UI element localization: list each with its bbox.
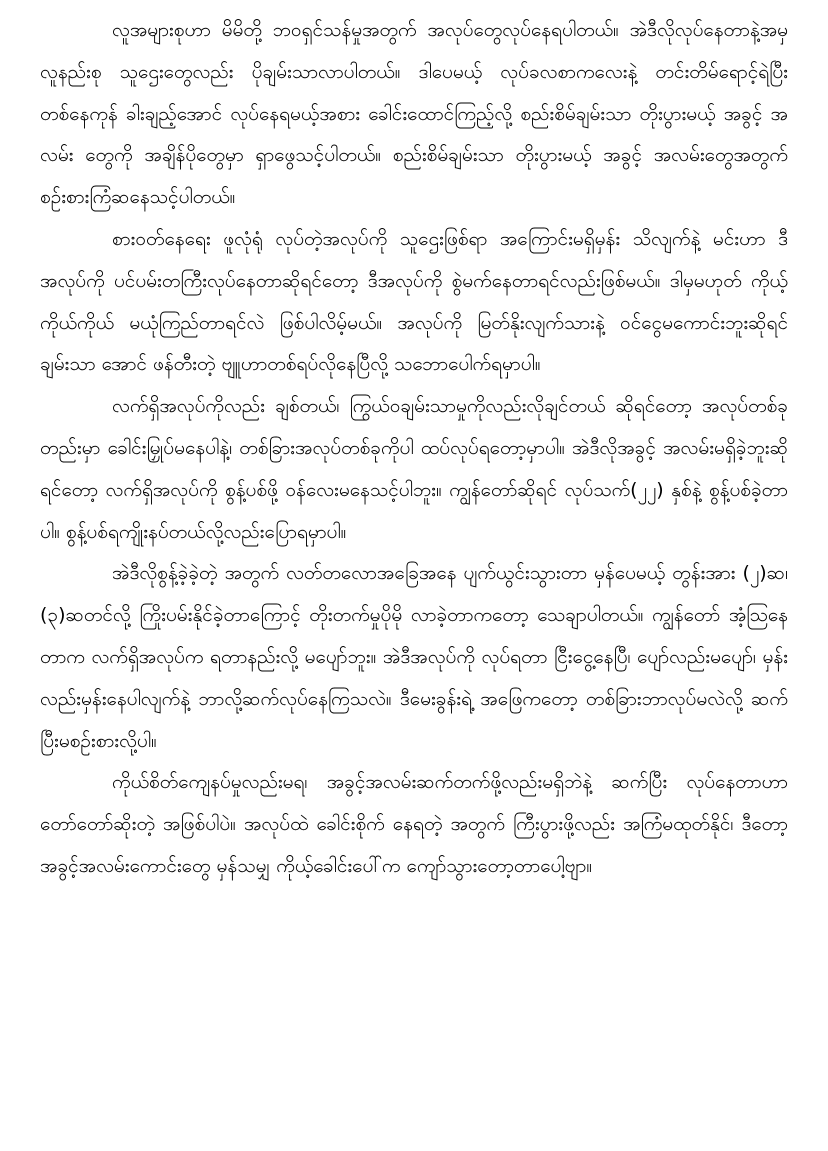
paragraph-1: လူအများစုဟာ မိမိတို့ ဘဝရှင်သန်မှုအတွက် အလုပ်တွေလုပ်နေရပါတယ်။ အဲဒီလိုလုပ်နေတာနဲ့အမှ လူနည်းစု သူဌေးတွေလည်း ပိုချမ်းသာလာပါတယ်။ ဒါပေမယ့် လုပ်ခလစာကလေးနဲ့ တင်းတိမ်ရောင့်ရဲပြီး တစ်နေကုန် ခါးချည့်အောင် လုပ်နေရမယ့်အစား ခေါင်းထောင်ကြည့်လို့ စည်းစိမ်ချမ်းသာ တိုးပွားမယ့် အခွင့် အလမ်း တွေကို အချိန်ပိုတွေမှာ ရှာဖွေသင့်ပါတယ်။ စည်းစိမ်ချမ်းသာ တိုးပွားမယ့် အခွင့် အလမ်းတွေအတွက် စဉ်းစားကြံဆနေသင့်ပါတယ်။ (40, 19, 788, 209)
paragraph-2: စားဝတ်နေရေး ဖူလုံရုံ လုပ်တဲ့အလုပ်ကို သူဌေးဖြစ်ရာ အကြောင်းမရှိမှန်း သိလျက်နဲ့ မင်းဟာ ဒီအလုပ်ကို ပင်ပမ်းတကြီးလုပ်နေတာဆိုရင်တော့ ဒီအလုပ်ကို စွဲမက်နေတာရင်လည်းဖြစ်မယ်။ ဒါမှမဟုတ် ကိုယ့်ကိုယ်ကိုယ် မယုံကြည်တာရင်လဲ ဖြစ်ပါလိမ့်မယ်။ အလုပ်ကို မြတ်နိုးလျက်သားနဲ့ ဝင်ငွေမကောင်းဘူးဆိုရင် ချမ်းသာ အောင် ဖန်တီးတဲ့ ဗျူဟာတစ်ရပ်လိုနေပြီလို့ သဘောပေါက်ရမှာပါ။ (40, 227, 788, 376)
paragraph-4: အဲဒီလိုစွန့်ခဲ့ခဲ့တဲ့ အတွက် လတ်တလောအခြေအနေ ပျက်ယွင်းသွားတာ မှန်ပေမယ့် တွန်းအား (၂)ဆ၊ (၃)ဆတင်လို့ ကြိုးပမ်းနိုင်ခဲ့တာကြောင့် တိုးတက်မှုပိုမို လာခဲ့တာကတော့ သေချာပါတယ်။ ကျွန်တော် အံ့ဩနေတာက လက်ရှိအလုပ်က ရတာနည်းလို့ မပျော်ဘူး။ အဲဒီအလုပ်ကို လုပ်ရတာ ငြီးငွေ့နေပြီ၊ ပျော်လည်းမပျော်၊ မှန်းလည်းမှန်းနေပါလျက်နဲ့ ဘာလို့ဆက်လုပ်နေကြသလဲ။ ဒီမေးခွန်းရဲ့ အဖြေကတော့ တစ်ခြားဘာလုပ်မလဲလို့ ဆက်ပြီးမစဉ်းစားလို့ပါ။ (40, 562, 788, 752)
document-page (40, 10, 788, 1140)
paragraph-3: လက်ရှိအလုပ်ကိုလည်း ချစ်တယ်၊ ကြွယ်ဝချမ်းသာမှုကိုလည်းလိုချင်တယ် ဆိုရင်တော့ အလုပ်တစ်ခုတည်းမှာ ခေါင်းမြှုပ်မနေပါနဲ့၊ တစ်ခြားအလုပ်တစ်ခုကိုပါ ထပ်လုပ်ရတော့မှာပါ။ အဲဒီလိုအခွင့် အလမ်းမရှိခဲ့ဘူးဆိုရင်တော့ လက်ရှိအလုပ်ကို စွန့်ပစ်ဖို့ ဝန်လေးမနေသင့်ပါဘူး။ ကျွန်တော်ဆိုရင် လုပ်သက်(၂၂) နှစ်နဲ့ စွန့်ပစ်ခဲ့တာ ပါ။ စွန့်ပစ်ရကျိုးနပ်တယ်လို့လည်းပြောရမှာပါ။ (40, 395, 788, 543)
paragraph-5: ကိုယ်စိတ်ကျေနပ်မှုလည်းမရ၊ အခွင့်အလမ်းဆက်တက်ဖို့လည်းမရှိဘဲနဲ့ ဆက်ပြီး လုပ်နေတာဟာ တော်တော်ဆိုးတဲ့ အဖြစ်ပါပဲ။ အလုပ်ထဲ ခေါင်းစိုက် နေရတဲ့ အတွက် ကြီးပွားဖို့လည်း အကြံမထုတ်နိုင်၊ ဒီတော့ အခွင့်အလမ်းကောင်းတွေ မှန်သမျှ ကိုယ့်ခေါင်းပေါ်က ကျော်သွားတော့တာပေါ့ဗျာ။ (40, 771, 788, 877)
